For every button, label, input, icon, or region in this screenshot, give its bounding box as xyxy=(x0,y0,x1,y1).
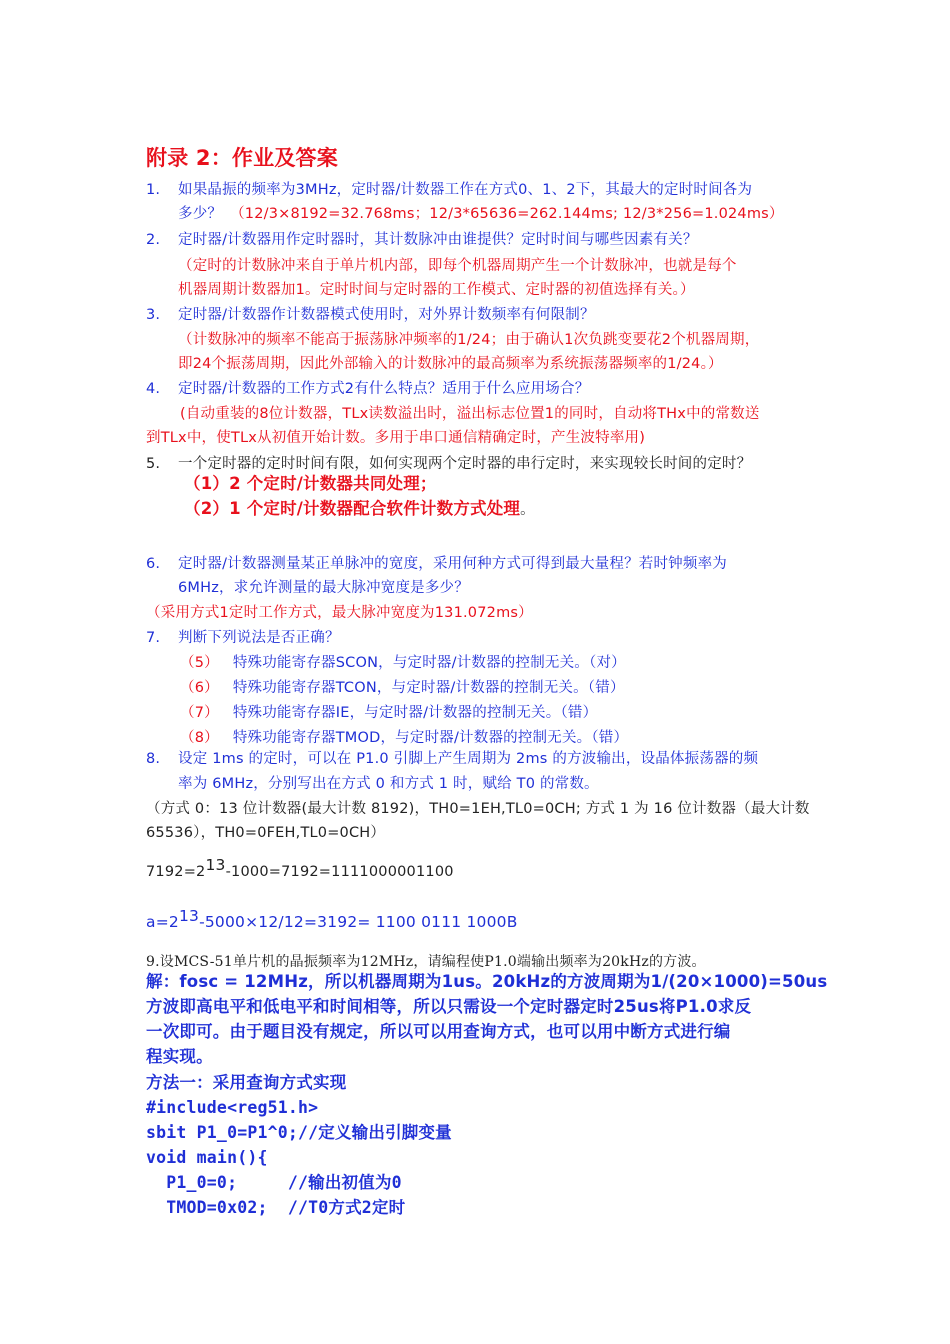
question-text: 定时器/计数器测量某正单脉冲的宽度，采用何种方式可得到最大量程？若时钟频率为 xyxy=(178,556,727,572)
item-text: 特殊功能寄存器IE，与定时器/计数器的控制无关。（错） xyxy=(232,705,598,721)
item-number: （6） xyxy=(180,680,219,696)
answer-line xyxy=(184,499,535,520)
question-number: 1. xyxy=(146,182,161,198)
answer-text: (自动重装的8位计数器，TLx读数溢出时，溢出标志位置1的同时，自动将THx中的常数送 xyxy=(180,406,760,422)
item-number: （7） xyxy=(180,705,219,721)
question-text: 多少？ xyxy=(178,206,223,222)
calculation-2 xyxy=(146,906,518,932)
solution-text: 解：fosc = 12MHz，所以机器周期为1us。20kHz的方波周期为1/(20×1000)=50us xyxy=(146,972,828,991)
list-item xyxy=(180,703,597,723)
code-line: void main(){ xyxy=(146,1148,268,1167)
list-item xyxy=(180,653,626,673)
question-text: 定时器/计数器的工作方式2有什么特点？适用于什么应用场合？ xyxy=(178,381,590,397)
calc-text: a=2 xyxy=(146,913,179,931)
item-text: 特殊功能寄存器SCON，与定时器/计数器的控制无关。（对） xyxy=(232,655,626,671)
question-number: 4. xyxy=(146,381,161,397)
answer-text: 到TLx中，使TLx从初值开始计数。多用于串口通信精确定时，产生波特率用) xyxy=(146,430,646,446)
item-number: （8） xyxy=(180,730,219,746)
question-number: 2. xyxy=(146,232,161,248)
question-1-line2 xyxy=(178,204,784,224)
question-9: 9.设MCS-51单片机的晶振频率为12MHz，请编程使P1.0端输出频率为20kHz的方波。 xyxy=(146,954,706,970)
question-number: 5. xyxy=(146,456,161,472)
question-number: 7. xyxy=(146,630,161,646)
code-line: sbit P1_0=P1^0;//定义输出引脚变量 xyxy=(146,1123,452,1142)
question-text: 判断下列说法是否正确？ xyxy=(178,630,340,646)
answer-text: （定时的计数脉冲来自于单片机内部，即每个机器周期产生一个计数脉冲，也就是每个 xyxy=(178,258,737,274)
exponent: 13 xyxy=(178,906,200,925)
question-number: 6. xyxy=(146,556,161,572)
answer-text: （2）1 个定时/计数器配合软件计数方式处理 xyxy=(184,499,521,518)
question-text: 如果晶振的频率为3MHz，定时器/计数器工作在方式0、1、2下，其最大的定时时间各为 xyxy=(178,182,753,198)
answer-text: 机器周期计数器加1。定时时间与定时器的工作模式、定时器的初值选择有关。） xyxy=(178,282,695,298)
question-number: 3. xyxy=(146,307,161,323)
item-text: 特殊功能寄存器TCON，与定时器/计数器的控制无关。（错） xyxy=(232,680,625,696)
exponent: 13 xyxy=(205,856,226,875)
answer-text: （1）2 个定时/计数器共同处理； xyxy=(184,474,437,493)
calc-text: -5000×12/12=3192= 1100 0111 1000B xyxy=(199,913,518,931)
solution-text: 程实现。 xyxy=(146,1047,213,1066)
question-text: 设定 1ms 的定时，可以在 P1.0 引脚上产生周期为 2ms 的方波输出，设晶体振荡器的频 xyxy=(178,751,759,767)
item-text: 特殊功能寄存器TMOD，与定时器/计数器的控制无关。（错） xyxy=(232,730,629,746)
punctuation: 。 xyxy=(520,502,535,518)
question-text: 定时器/计数器作计数器模式使用时，对外界计数频率有何限制？ xyxy=(178,307,595,323)
answer-text: （采用方式1定时工作方式，最大脉冲宽度为131.072ms） xyxy=(146,605,533,621)
calc-text: -1000=7192=1111000001100 xyxy=(225,864,454,880)
solution-text: 一次即可。由于题目没有规定，所以可以用查询方式，也可以用中断方式进行编 xyxy=(146,1022,731,1041)
appendix-title: 附录 2：作业及答案 xyxy=(146,146,338,170)
answer-text: （计数脉冲的频率不能高于振荡脉冲频率的1/24；由于确认1次负跳变要花2个机器周期， xyxy=(178,332,760,348)
code-line: #include<reg51.h> xyxy=(146,1098,319,1117)
list-item xyxy=(180,728,628,748)
calculation-1 xyxy=(146,856,454,882)
answer-text: 即24个振荡周期，因此外部输入的计数脉冲的最高频率为系统振荡器频率的1/24。） xyxy=(178,356,723,372)
question-number: 8. xyxy=(146,751,161,767)
answer-text: （12/3×8192=32.768ms；12/3*65636=262.144ms; 12/3*256=1.024ms） xyxy=(230,206,784,222)
solution-text: 方波即高电平和低电平和时间相等，所以只需设一个定时器定时25us将P1.0求反 xyxy=(146,997,752,1016)
calc-text: 7192=2 xyxy=(146,864,206,880)
question-text: 一个定时器的定时时间有限，如何实现两个定时器的串行定时，来实现较长时间的定时？ xyxy=(178,456,752,472)
method-heading: 方法一：采用查询方式实现 xyxy=(146,1073,347,1092)
question-text: 率为 6MHz，分别写出在方式 0 和方式 1 时，赋给 T0 的常数。 xyxy=(178,776,599,792)
code-line: TMOD=0x02; //T0方式2定时 xyxy=(146,1198,406,1217)
question-text: 定时器/计数器用作定时器时，其计数脉冲由谁提供？定时时间与哪些因素有关？ xyxy=(178,232,698,248)
answer-text: 65536），TH0=0FEH,TL0=0CH） xyxy=(146,825,386,841)
answer-text: （方式 0：13 位计数器(最大计数 8192)，TH0=1EH,TL0=0CH; 方式 1 为 16 位计数器（最大计数 xyxy=(146,801,810,817)
item-number: （5） xyxy=(180,655,219,671)
list-item xyxy=(180,678,625,698)
code-line: P1_0=0; //输出初值为0 xyxy=(146,1173,402,1192)
question-text: 6MHz，求允许测量的最大脉冲宽度是多少？ xyxy=(178,580,469,596)
